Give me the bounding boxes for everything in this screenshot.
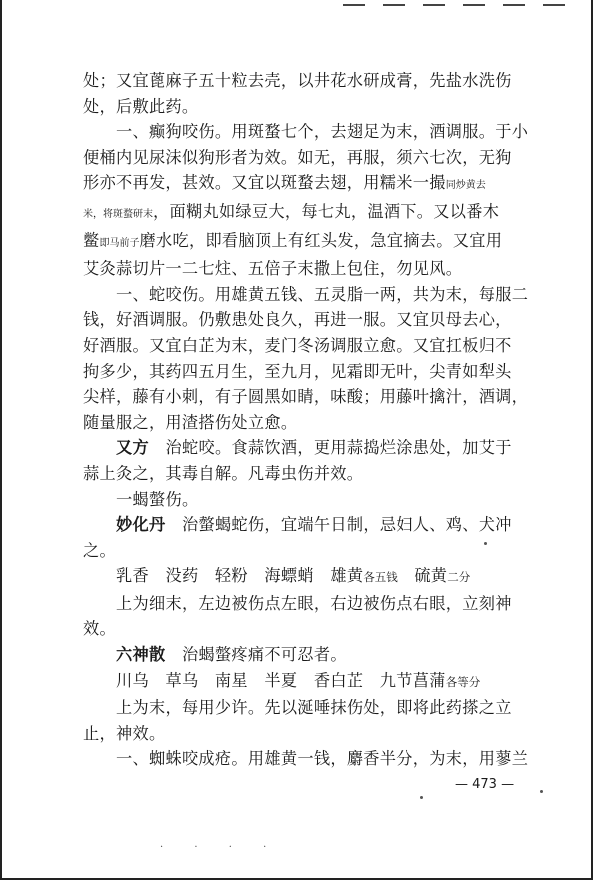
- small-note: 二分: [447, 570, 471, 585]
- ingredient-line: [83, 563, 523, 591]
- text-run: 治蝎螫疼痛不可忍者。: [181, 645, 347, 665]
- text-line: 艾灸蒜切片一二七炷、五倍子末撒上包住，勿见风。: [83, 259, 463, 279]
- small-note: 各等分: [445, 674, 481, 689]
- small-note: 同炒黄去: [445, 180, 486, 192]
- text-line: 拘多少，其药四五月生，至九月，见霜即无叶，尖青如犁头: [83, 361, 512, 381]
- text-line: 一、蜘蛛咬成疮。用雄黄一钱，麝香半分，为末，用蓼兰: [116, 749, 529, 769]
- page-number: — 473 —: [455, 777, 515, 792]
- text-run: 治蛇咬。食蒜饮酒，更用蒜捣烂涂患处，加艾于: [165, 438, 512, 458]
- scan-top-marks: [343, 4, 565, 8]
- text-line: 一、癫狗咬伤。用斑蝥七个，去翅足为末，酒调服。于小: [116, 122, 529, 142]
- text-run: 乳香 没药 轻粉 海螵蛸 雄黄: [116, 566, 364, 586]
- scan-speck: [420, 796, 423, 799]
- text-line: 处，后敷此药。: [83, 96, 199, 116]
- text-line: [83, 642, 523, 668]
- text-run: 硫黄: [414, 566, 448, 586]
- text-line: 随量服之，用渣搭伤处立愈。: [83, 412, 298, 432]
- text-line: 止，神效。: [83, 723, 166, 743]
- scan-edge-left: [0, 0, 2, 880]
- scan-speck: [484, 542, 487, 545]
- small-note: 即马前子: [99, 237, 140, 249]
- text-line: 尖样，藤有小刺，有子圆黑如睛，味酸；用藤叶擒汁，酒调，: [83, 387, 529, 407]
- text-run: 治螫蝎蛇伤，宜端午日制，忌妇人、鸡、犬冲: [181, 515, 512, 535]
- text-run: ，面糊丸如绿豆大，每七丸，温酒下。又以番木: [153, 201, 500, 221]
- page-body: [83, 68, 529, 772]
- recipe-title: 六神散: [116, 645, 166, 665]
- small-note: 米，将斑蝥研末: [83, 208, 153, 220]
- text-line: [83, 435, 523, 461]
- text-line: 钱，好酒调服。仍敷患处良久，再进一服。又宜贝母去心，: [83, 310, 512, 330]
- text-line: [83, 228, 523, 257]
- text-line: 上为细末，左边被伤点左眼，右边被伤点右眼，立刻神: [116, 593, 512, 613]
- ingredient-line: [83, 668, 523, 696]
- text-line: 便桶内见尿沫似狗形者为效。如无，再服，须六七次，无狗: [83, 147, 512, 167]
- text-line: 一蝎螫伤。: [116, 489, 199, 509]
- recipe-title: 又方: [116, 438, 149, 458]
- text-line: 蒜上灸之，其毒自解。凡毒虫伤并效。: [83, 463, 364, 483]
- text-run: 鳖: [83, 230, 100, 250]
- small-note: 各五钱: [363, 570, 398, 585]
- scan-specks: · · · ·: [160, 842, 281, 853]
- text-run: 形亦不再发，甚效。又宜以斑蝥去翅，用糯米一撮: [83, 173, 446, 193]
- text-line: [83, 512, 523, 538]
- text-line: 好酒服。又宜白芷为末，麦门冬汤调服立愈。又宜扛板归不: [83, 335, 512, 355]
- text-run: 川乌 草乌 南星 半夏 香白芷 九节菖蒲: [116, 670, 446, 690]
- text-line: 处；又宜蓖麻子五十粒去壳，以井花水研成膏，先盐水洗伤: [83, 71, 512, 90]
- text-line: [83, 170, 523, 199]
- text-line: 效。: [83, 619, 116, 639]
- text-line: 上为末，每用少许。先以涎唾抹伤处，即将此药搽之立: [116, 698, 512, 718]
- text-line: [83, 199, 523, 228]
- recipe-title: 妙化丹: [116, 515, 166, 535]
- scan-speck: [540, 790, 543, 793]
- text-line: 之。: [83, 540, 116, 560]
- text-run: 磨水吃，即看脑顶上有红头发，急宜摘去。又宜用: [139, 230, 503, 250]
- text-line: 一、蛇咬伤。用雄黄五钱、五灵脂一两，共为末，每服二: [116, 284, 529, 304]
